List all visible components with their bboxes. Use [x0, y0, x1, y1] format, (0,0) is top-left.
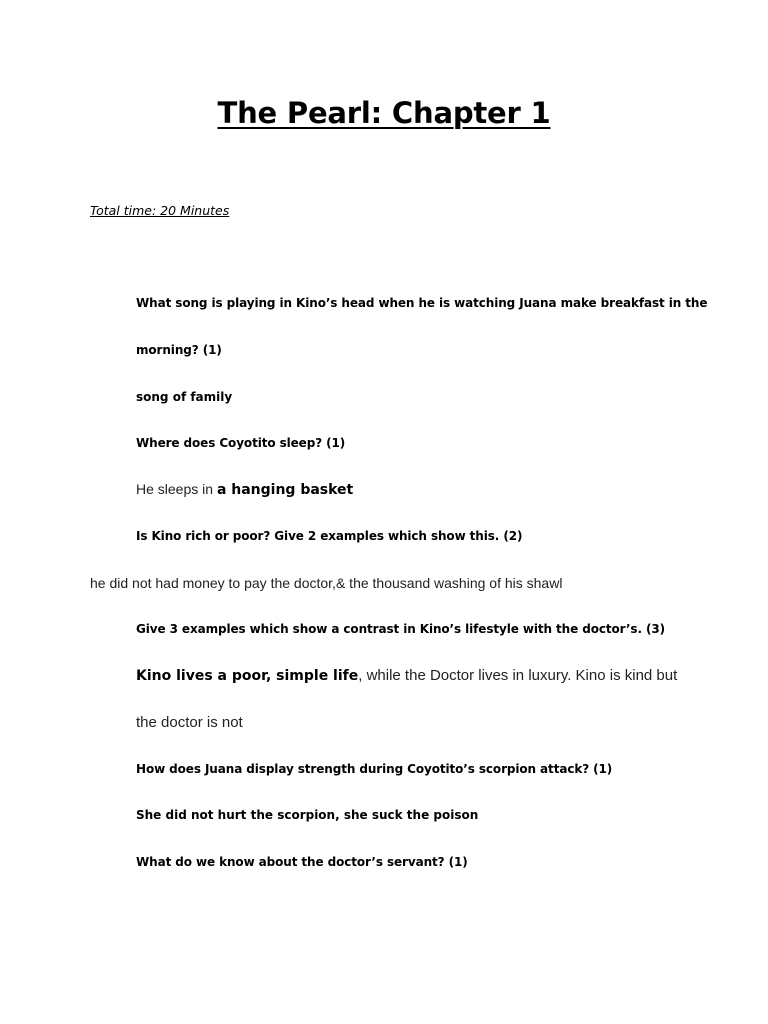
answer-1: song of family: [136, 390, 233, 404]
answer-5: She did not hurt the scorpion, she suck the poison: [136, 808, 479, 822]
question-2: Where does Coyotito sleep? (1): [136, 436, 346, 450]
question-4: Give 3 examples which show a contrast in Kino’s lifestyle with the doctor’s. (3): [136, 622, 666, 636]
answer-2: [136, 481, 353, 498]
answer-4-line-1: [136, 667, 677, 684]
answer-2-prefix: He sleeps in: [136, 481, 217, 497]
answer-4-line-2: the doctor is not: [136, 714, 243, 731]
answer-4-bold: Kino lives a poor, simple life: [136, 668, 359, 684]
answer-2-bold: a hanging basket: [216, 482, 354, 498]
answer-4-rest: , while the Doctor lives in luxury. Kino is kind but: [358, 667, 678, 684]
question-5: How does Juana display strength during Coyotito’s scorpion attack? (1): [136, 762, 613, 776]
document-title: The Pearl: Chapter 1: [217, 96, 551, 130]
question-6: What do we know about the doctor’s servant? (1): [136, 855, 468, 869]
question-1-line-2: morning? (1): [136, 343, 222, 357]
answer-3: he did not had money to pay the doctor,& the thousand washing of his shawl: [90, 575, 563, 591]
question-1-line-1: What song is playing in Kino’s head when he is watching Juana make breakfast in the: [136, 296, 708, 310]
total-time-label: Total time: 20 Minutes: [90, 203, 230, 218]
question-3: Is Kino rich or poor? Give 2 examples which show this. (2): [136, 529, 523, 543]
